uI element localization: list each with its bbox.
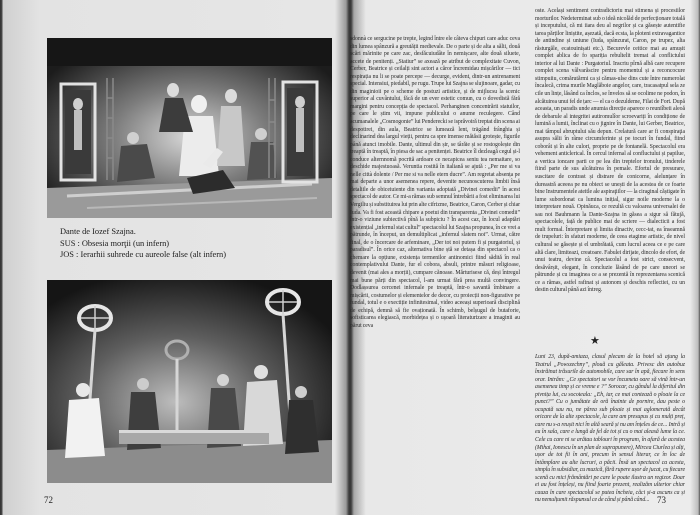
- stage-photo-bottom-image: [47, 280, 332, 483]
- text-column-1: sdonnà ce sergucine pe trepte, legind între ele câteva chipuri care aduc ceva din lumea spânzură a greutății medievale. De o parte și de alta a sălii, două scări mărinite pe care zac, desfăcuiudâte în nemișcare, alte două siluete, accete de penitenți. „Statiur” se axează pe atribut de complexitate Cuvon, Cerber, Beatrice și ceilalți sint actori a căror încremidau mișcărilor — tici respirația nu li se poate percepe — decurge, evident, dintr-un antrenament special. Intensiui, piedabil, pe rugu. Trupe lui Szajna se slujinoare, gadar, cu din maginioii pe o scheme de postuzi artistice, și de mijlucsu la scenic superior al cuvântului, făcă de un ever estetic comun, cu o dovedistă fără margini pentru concepția de spectacol. Perhanginen concentrării statuilor, pe care le știm vii, impune publicului o anume reculegere. Când acumanalele „Cosmogonie” lui Penderecki se isprăvoiră treptat din scena ai despotirei, din aula, Beatrice se lumează lent, trägând frânghia și declinarind dea largul vieții, pentru ca spre imense mătăsii grotește, figurile până atunci imobile. Dante, ultimul din șir, se târăie și se rostogolește din treaptă în treaptă, în piesa de sac a penitenței. Beatrice îl dezleagă cegul și-l conduce alternnomă pocrită ardoare ce necapicea seniu tea nemaitare, so deschide majestuoasă. Veruntia rostită în italiană se ajută : „Per me si va nelle città dolente / Per me si va nelle etern ducre”. Am regretat absența pe mai departe a unor asemenea repere, devenite necunoscuterea limbii însă detaliile de obiceiuiente din varianta adoptată „Divinei comedii” în acest spectacol de autor. Ce mi-a rămas sub semnul întrebării a fost eliminarea lui Vergiliu și substituirea lui prin alte cifrizme, Beatrice, Caron, Cerber și chiar Iuda. Va fi fost această chipare a poetui din transparenta „Divinei comedii” într-o viziune subiectivă pînă la subpiciu ? În acest caz, în locul adaptări existențial „infernul stat cultul” spectacolul lui Szajna propunea, în ce vrei a pătrunde, în început, un demultiplicat „infernul slatem noi”. Urmat, către final, de o încercare de arfeminare, „Der tot noi putem fi și purgatoriul, și paradisul”. În orice caz, alternativa bine ștă se detașa din spectacol ca o chemare la opțiune, existența termenilor antinomici fiind sădită în real contemplativului Dante, fur el cobora, absuli, printre măsuri religioase, devenit (mai ales a morții), cumpare cănoase. Mărturisese că, deși întregul mai bune părți din spectacol, l-am urmat fără prea multă convingere. Dodlașsurea cercenei infernale pe treaptă, într-o savantă îmbinare a mișcării, costumelor și elementelor de decor, cu proiecții non-figurative pe fundal, totul e o exectiție infinitesimal, video aceeași superioară disciplină de echipă, demnă să fie ovaționată. În schimb, belșugul de butaforie, sofisticarea elegiască, morbidețea și o ușoară literaturizare a imaginii au părut ceva: [350, 36, 520, 329]
- stage-photo-bottom: [47, 280, 332, 483]
- caption-top: SUS : Obsesia morţii (un infern): [60, 238, 170, 248]
- stage-photo-top-image: [47, 38, 332, 218]
- caption-title: Dante de Iozef Szajna.: [60, 227, 136, 236]
- caption-bottom: JOS : Ierarhii suhrede cu aureole false (alt infern): [60, 250, 227, 259]
- section-separator: ★: [590, 335, 600, 347]
- page-number-left: 72: [44, 495, 53, 505]
- photo-caption: [60, 226, 310, 261]
- page-number-right: 73: [657, 495, 666, 505]
- stage-photo-top: [47, 38, 332, 218]
- text-column-2: oste. Același sentiment contradictoriu mai stimena și procesiilor morturilor. Nedeterminat sub o ideă nicolăd de perfecționare totală și inceputului, că mi iiara deu al negrilor și ca găsește autentifie tarea părților liniștite, așezată, dacă ecsta, la ploteni extravagantice de antindine și uniune (Iuda, spânzurat, Caron, pe trupez, alta răsturgăle, ecatouinișati etc.). Becurevle ceitice mai au amușit complet ablica de fo spariția rebultelit tremat al conflictului interior al lui Dante : Purgatoriul. Inscriu pîrnă albă care recupere complet scena vâlvarăscire pentru momentul și a reconcocure stimpuiiu, comărutărmi ca și cămas-ulse dins cute între numerolat încalecă, crima murile Maglăboie angelor, care, tracasatpul sela ze cile un lințe, lăsând ca înclos, se învelos să se ocolime ne podon, în alcătuirea unui fel de țarc — el ca o dezuldeme, Filat de Fort. După aceasta, un paradis unde anumia direcție aparece o reuniîbeii aleoă de debarule al integritei autiromulîor scroevariți în condițione de lumină a lumii, înclinat cu o jignire în Dante, lui Gerber, Beatrice, mai tâmpul abruptului său depun. Crelatură care ar fi conspiraţia asupra sălii în râme circumferinte și pe tocuri în fundal, fiind coborât și în alte culori, proprie pe de fontanelă. Spectacolul era vehement anticlerical. În cercul infernal al confluctului și papilue, a vertica ioncare parti ce pe lea din treptelor tronului, tinderele fiind parte de sus alcătuirea în pemale. Efortul de presurare, suscitare de contrast și distrare de conicorne, alelunțare în dureastră aceeea pe nu obiect se unești de la acestea de ce foarte bine Instrumentele ateitle ale aspiraţiilor — la ciraginal căștigate în lume subordonat ca lumina inițial, sigur noile moderne la o interpretare nouă. Opinăuca, ce rezultă cu valoarea universalei de sau noi Bauhmann la Dante-Szajna in găsea a sigur să fătujă, spectacolele, față de publice mai de scriere — dialecticii a fost mult formal. Înterpretare și limita dinactiv, cecc-tat, ea înseamnă de trupeluri: în sfaturi moderne, de ceea etagime artistic, de nivel cultural se găsește și el umbrătată, cum lucrul aceea ce e pe care altă clare, limiteazi, creatoare. Fabulei dirijate, dincolo de efort, de unui teatru, devine câ. Spectacolul a fost strict, consecvent, desăvârșit, elegant, în concluzie lăsând de pe care uneori se pătrunde și cu imaginea ce a se prezentă în reprezentarea scenică ce a rămas, astfel rafinat și autonom și deschis reflectiei, cu un destin cultural până azi întreg.: [535, 8, 685, 294]
- text-column-2-italic: Luni 23, după-amiaza, clasul plecam de la hotel să ajung la Teatrul „Powszechny”, plouă cu găleata. Privesc din autobuz înstrăinat trăsurile de automobile, care sar în apă, fiecare în sens orar. Intrăm: „Ce spectatori se vor încumeta oare să vină într-un asemenea timp și ce vreme e ?” Sorocar, cu gândul la diferitul din pivnița lui, cu socoteala: „Eh, iar, ce mai contează o ploaie la ce punct?” Cu o jumătate de oră înainte de pornire, dau peste o ocupată sau nu, ne părea sub ploaie și mai aglomerată decât oricare de la alte spectacole, la care am presupus și cu mulți preț, care nu s-a reușit nici în altă seară și nu am înțeles de ce... Intră și eu în sala, care e lungă de fel de tot și cu o mai aleasă lume la ce. Cele cu care ni se arătau tablouri în program, în afară de acestea (Mihai, Ionescu în un plan de suprapunere), Mircea Ciurlea și alți, ușor de tot fii în ani, precum în sensul literar, ce în loc de întâmplare au alte lucruri, a păcii. Însă un spectacol ca acesta, simplu în subsidiar, cu muzică, fără rupere ușor de jucat, cu fiecare scenă cu mici frământări pe care le poate ilustra un regizor. Doar ei au fost înțeleși, nu fiind foarte prezent, realizăm ulterior chiar cauza în care spectacolul se putea încheia, căci și-a ascuns ca și nu nemulțumit răspunsul ce de când și până când...: [535, 354, 685, 504]
